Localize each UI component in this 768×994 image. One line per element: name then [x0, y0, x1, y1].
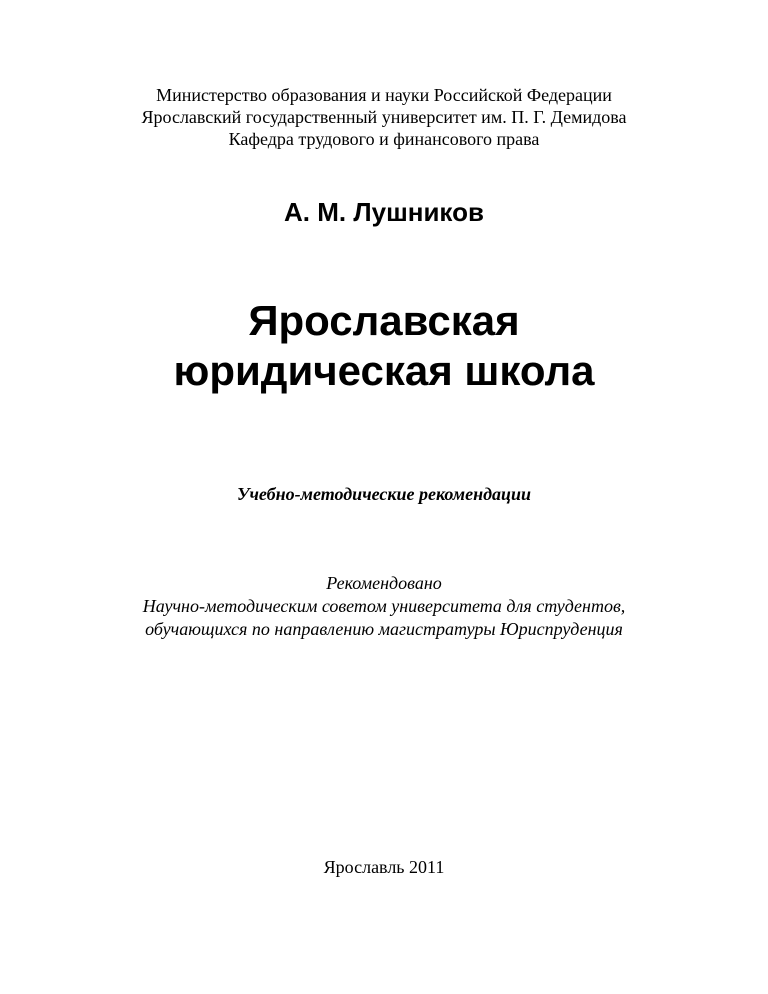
recommendation-line-3: обучающихся по направлению магистратуры Юриспруденция: [145, 619, 623, 639]
institution-header: [0, 84, 768, 150]
recommendation-line-1: Рекомендовано: [326, 573, 442, 593]
author-name: А. М. Лушников: [284, 197, 484, 227]
title-line-1: Ярославская: [248, 297, 520, 344]
title-line-2: юридическая школа: [173, 347, 595, 394]
university-line: Ярославский государственный университет им. П. Г. Демидова: [141, 107, 627, 127]
document-title: [0, 296, 768, 396]
recommendation-line-2: Научно-методическим советом университета для студентов,: [142, 596, 626, 616]
document-subtitle: Учебно-методические рекомендации: [236, 484, 532, 504]
city-year: Ярославль 2011: [323, 857, 445, 877]
department-line: Кафедра трудового и финансового права: [228, 129, 540, 149]
ministry-line: Министерство образования и науки Российской Федерации: [156, 85, 612, 105]
recommendation-block: [0, 572, 768, 641]
